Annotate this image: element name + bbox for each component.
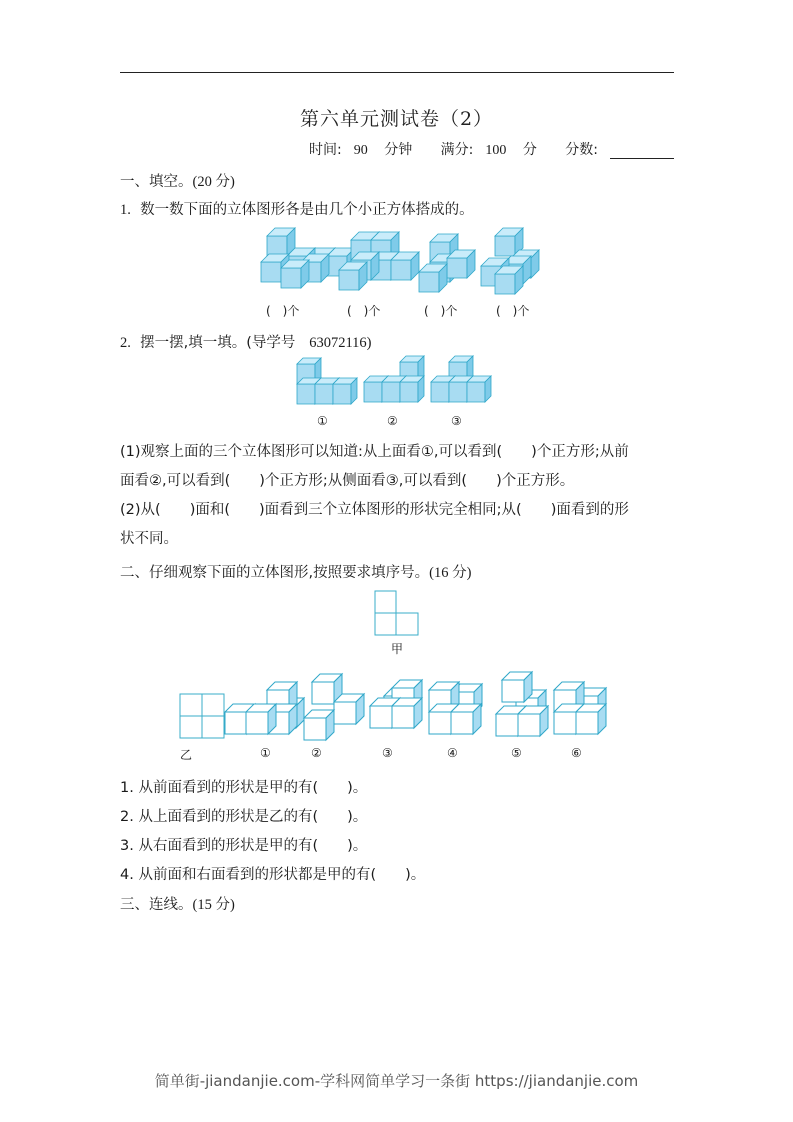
top-rule — [120, 72, 674, 73]
figure-label-6: ⑥ — [571, 746, 582, 760]
q1-answer-4[interactable]: ( )个 — [496, 304, 530, 318]
section2-figures — [178, 670, 618, 745]
q2-figure-label-1: ① — [317, 414, 328, 428]
figure-label-5: ⑤ — [511, 746, 522, 760]
time-label: 时间: 90 分钟 — [309, 142, 413, 158]
q1-answer-1[interactable]: ( )个 — [266, 304, 300, 318]
q2-figure-label-3: ③ — [451, 414, 462, 428]
figure-label-2: ② — [311, 746, 322, 760]
figure-label-4: ④ — [447, 746, 458, 760]
shape-jia-label: 甲 — [391, 642, 404, 656]
q2-sub2-line1: (2)从( )面和( )面看到三个立体图形的形状完全相同;从( )面看到的形 — [120, 502, 629, 518]
page-title: 第六单元测试卷（2） — [299, 108, 494, 130]
q2-cube-figures — [295, 356, 505, 408]
q1-text: 1. 数一数下面的立体图形各是由几个小正方体搭成的。 — [120, 202, 474, 218]
exam-meta — [285, 139, 674, 159]
q2-sub1-line2: 面看②,可以看到( )个正方形;从侧面看③,可以看到( )个正方形。 — [120, 473, 575, 489]
section2-heading: 二、仔细观察下面的立体图形,按照要求填序号。(16 分) — [120, 565, 472, 581]
section2-question-4: 4. 从前面和右面看到的形状都是甲的有( )。 — [120, 867, 426, 883]
q2-sub1-line1: (1)观察上面的三个立体图形可以知道:从上面看①,可以看到( )个正方形;从前 — [120, 444, 629, 460]
q1-cube-figures — [255, 222, 555, 302]
figure-label-3: ③ — [382, 746, 393, 760]
score-label: 分数: — [553, 142, 674, 158]
section3-heading: 三、连线。(15 分) — [120, 897, 235, 913]
q2-text: 2. 摆一摆,填一填。(导学号 63072116) — [120, 335, 372, 351]
section2-question-1: 1. 从前面看到的形状是甲的有( )。 — [120, 780, 368, 796]
q2-sub1 — [120, 438, 676, 554]
q2-figure-label-2: ② — [387, 414, 398, 428]
score-blank[interactable] — [610, 144, 674, 159]
section2-question-3: 3. 从右面看到的形状是甲的有( )。 — [120, 838, 368, 854]
full-score-label: 满分: 100 分 — [440, 142, 537, 158]
shape-jia — [374, 590, 424, 638]
figure-label-yi: 乙 — [180, 748, 193, 762]
footer-watermark: 简单街-jiandanjie.com-学科网简单学习一条街 https://jiandanjie.com — [154, 1072, 639, 1090]
q1-answer-2[interactable]: ( )个 — [347, 304, 381, 318]
section2-question-2: 2. 从上面看到的形状是乙的有( )。 — [120, 809, 368, 825]
section1-heading: 一、填空。(20 分) — [120, 174, 235, 190]
q2-sub2-line2: 状不同。 — [120, 531, 178, 547]
q1-answer-3[interactable]: ( )个 — [424, 304, 458, 318]
figure-label-1: ① — [260, 746, 271, 760]
